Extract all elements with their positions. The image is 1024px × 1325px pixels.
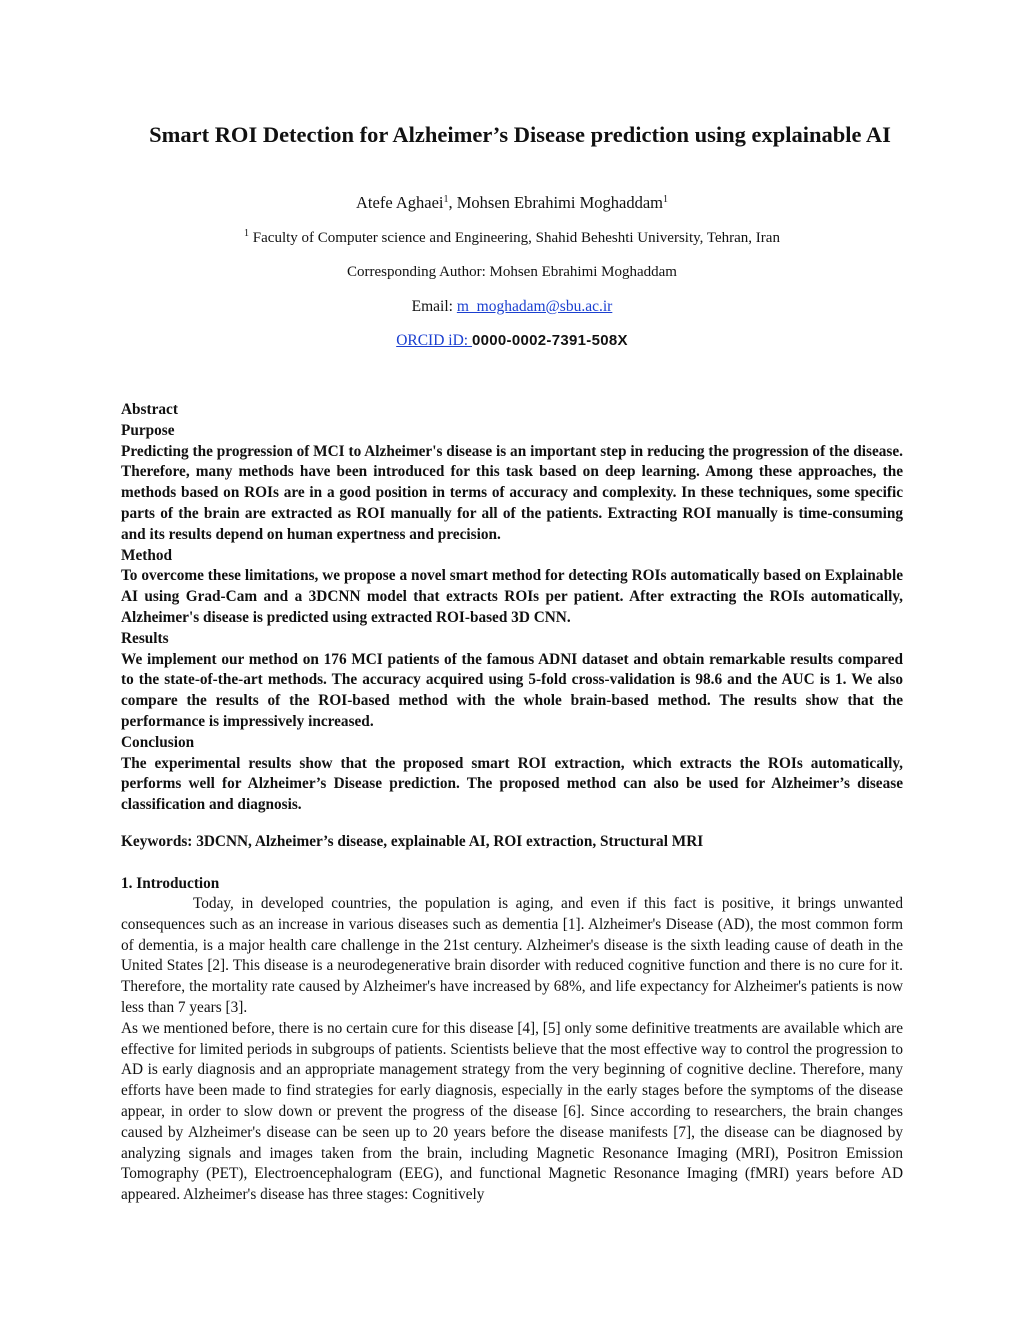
abstract	[121, 400, 903, 816]
results-text: We implement our method on 176 MCI patients of the famous ADNI dataset and obtain remarkable results compared to the state-of-the-art methods. The accuracy acquired using 5-fold cross-validation is 98.6 and the AUC is 1. We also compare the results of the ROI-based method with the whole brain-based method. The results show that the performance is impressively increased.	[121, 650, 903, 730]
results-heading: Results	[121, 629, 169, 647]
author-name: Mohsen Ebrahimi Moghaddam	[456, 193, 663, 212]
section-heading-introduction: 1. Introduction	[121, 875, 220, 892]
email-link[interactable]: m_moghadam@sbu.ac.ir	[456, 298, 613, 315]
abstract-heading: Abstract	[121, 401, 178, 418]
orcid-link[interactable]: ORCID iD:	[396, 332, 472, 349]
orcid-line	[90, 332, 934, 350]
affiliation-marker: 1	[662, 194, 668, 205]
conclusion-heading: Conclusion	[121, 733, 195, 751]
affiliation-marker: 1	[443, 194, 449, 205]
paragraph: As we mentioned before, there is no certain cure for this disease [4], [5] only some definitive treatments are available which are effective for limited periods in subgroups of patients. Scientists believe that the most effective way to control the progression to AD is early diagnosis and an appropriate management strategy from the very beginning of cognitive decline. Therefore, many efforts have been made to find strategies for early diagnosis, especially in the early stages before the symptoms of the disease appear, in order to slow down or prevent the progress of the disease [6]. Since according to researchers, the brain changes caused by Alzheimer's disease can be seen up to 20 years before the disease manifests [7], the disease can be diagnosed by analyzing signals and images taken from the brain, including Magnetic Resonance Imaging (MRI), Positron Emission Tomography (PET), Electroencephalogram (EEG), and functional Magnetic Resonance Imaging (fMRI) years before AD appeared. Alzheimer's disease has three stages: Cognitively	[121, 1019, 903, 1204]
author-separator: ,	[448, 193, 457, 212]
method-heading: Method	[121, 546, 172, 564]
orcid-id: 0000-0002-7391-508X	[471, 332, 628, 349]
conclusion-text: The experimental results show that the proposed smart ROI extraction, which extracts the ROIs automatically, performs well for Alzheimer’s Disease prediction. The proposed method can also be used for Alzheimer’s disease classification and diagnosis.	[121, 754, 903, 814]
paper-title: Smart ROI Detection for Alzheimer’s Disease prediction using explainable AI	[149, 122, 891, 147]
keywords: Keywords: 3DCNN, Alzheimer’s disease, explainable AI, ROI extraction, Structural MRI	[121, 833, 704, 850]
email-line	[90, 298, 934, 316]
purpose-heading: Purpose	[121, 421, 175, 439]
affiliation	[90, 230, 934, 247]
introduction-body	[121, 894, 903, 1206]
email-label: Email:	[411, 298, 457, 315]
paragraph: Today, in developed countries, the population is aging, and even if this fact is positive, it brings unwanted consequences such as an increase in various diseases such as dementia [1]. Alzheimer's Disease (AD), the most common form of dementia, is a major health care challenge in the 21st century. Alzheimer's disease is the sixth leading cause of death in the United States [2]. This disease is a neurodegenerative brain disorder with reduced cognitive function and there is no cure for it. Therefore, the mortality rate caused by Alzheimer's have increased by 68%, and life expectancy for Alzheimer's patients is now less than 7 years [3].	[121, 895, 903, 1016]
affiliation-marker: 1	[244, 228, 250, 239]
author-name: Atefe Aghaei	[356, 193, 444, 212]
method-text: To overcome these limitations, we propose a novel smart method for detecting ROIs automatically based on Explainable AI using Grad-Cam and a 3DCNN model that extracts ROIs per patient. After extracting the ROIs automatically, Alzheimer's disease is predicted using extracted ROI-based 3D CNN.	[121, 567, 903, 626]
affiliation-text: Faculty of Computer science and Engineering, Shahid Beheshti University, Tehran, Iran	[249, 230, 780, 246]
purpose-text: Predicting the progression of MCI to Alzheimer's disease is an important step in reducing the progression of the disease. Therefore, many methods have been introduced for this task based on deep learning. Among these approaches, the methods based on ROIs are in a good position in terms of accuracy and complexity. In these techniques, some specific parts of the brain are extracted as ROI manually for all of the patients. Extracting ROI manually is time-consuming and its results depend on human expertness and precision.	[121, 442, 903, 543]
corresponding-author: Corresponding Author: Mohsen Ebrahimi Moghaddam	[347, 264, 677, 280]
author-line	[90, 193, 934, 213]
